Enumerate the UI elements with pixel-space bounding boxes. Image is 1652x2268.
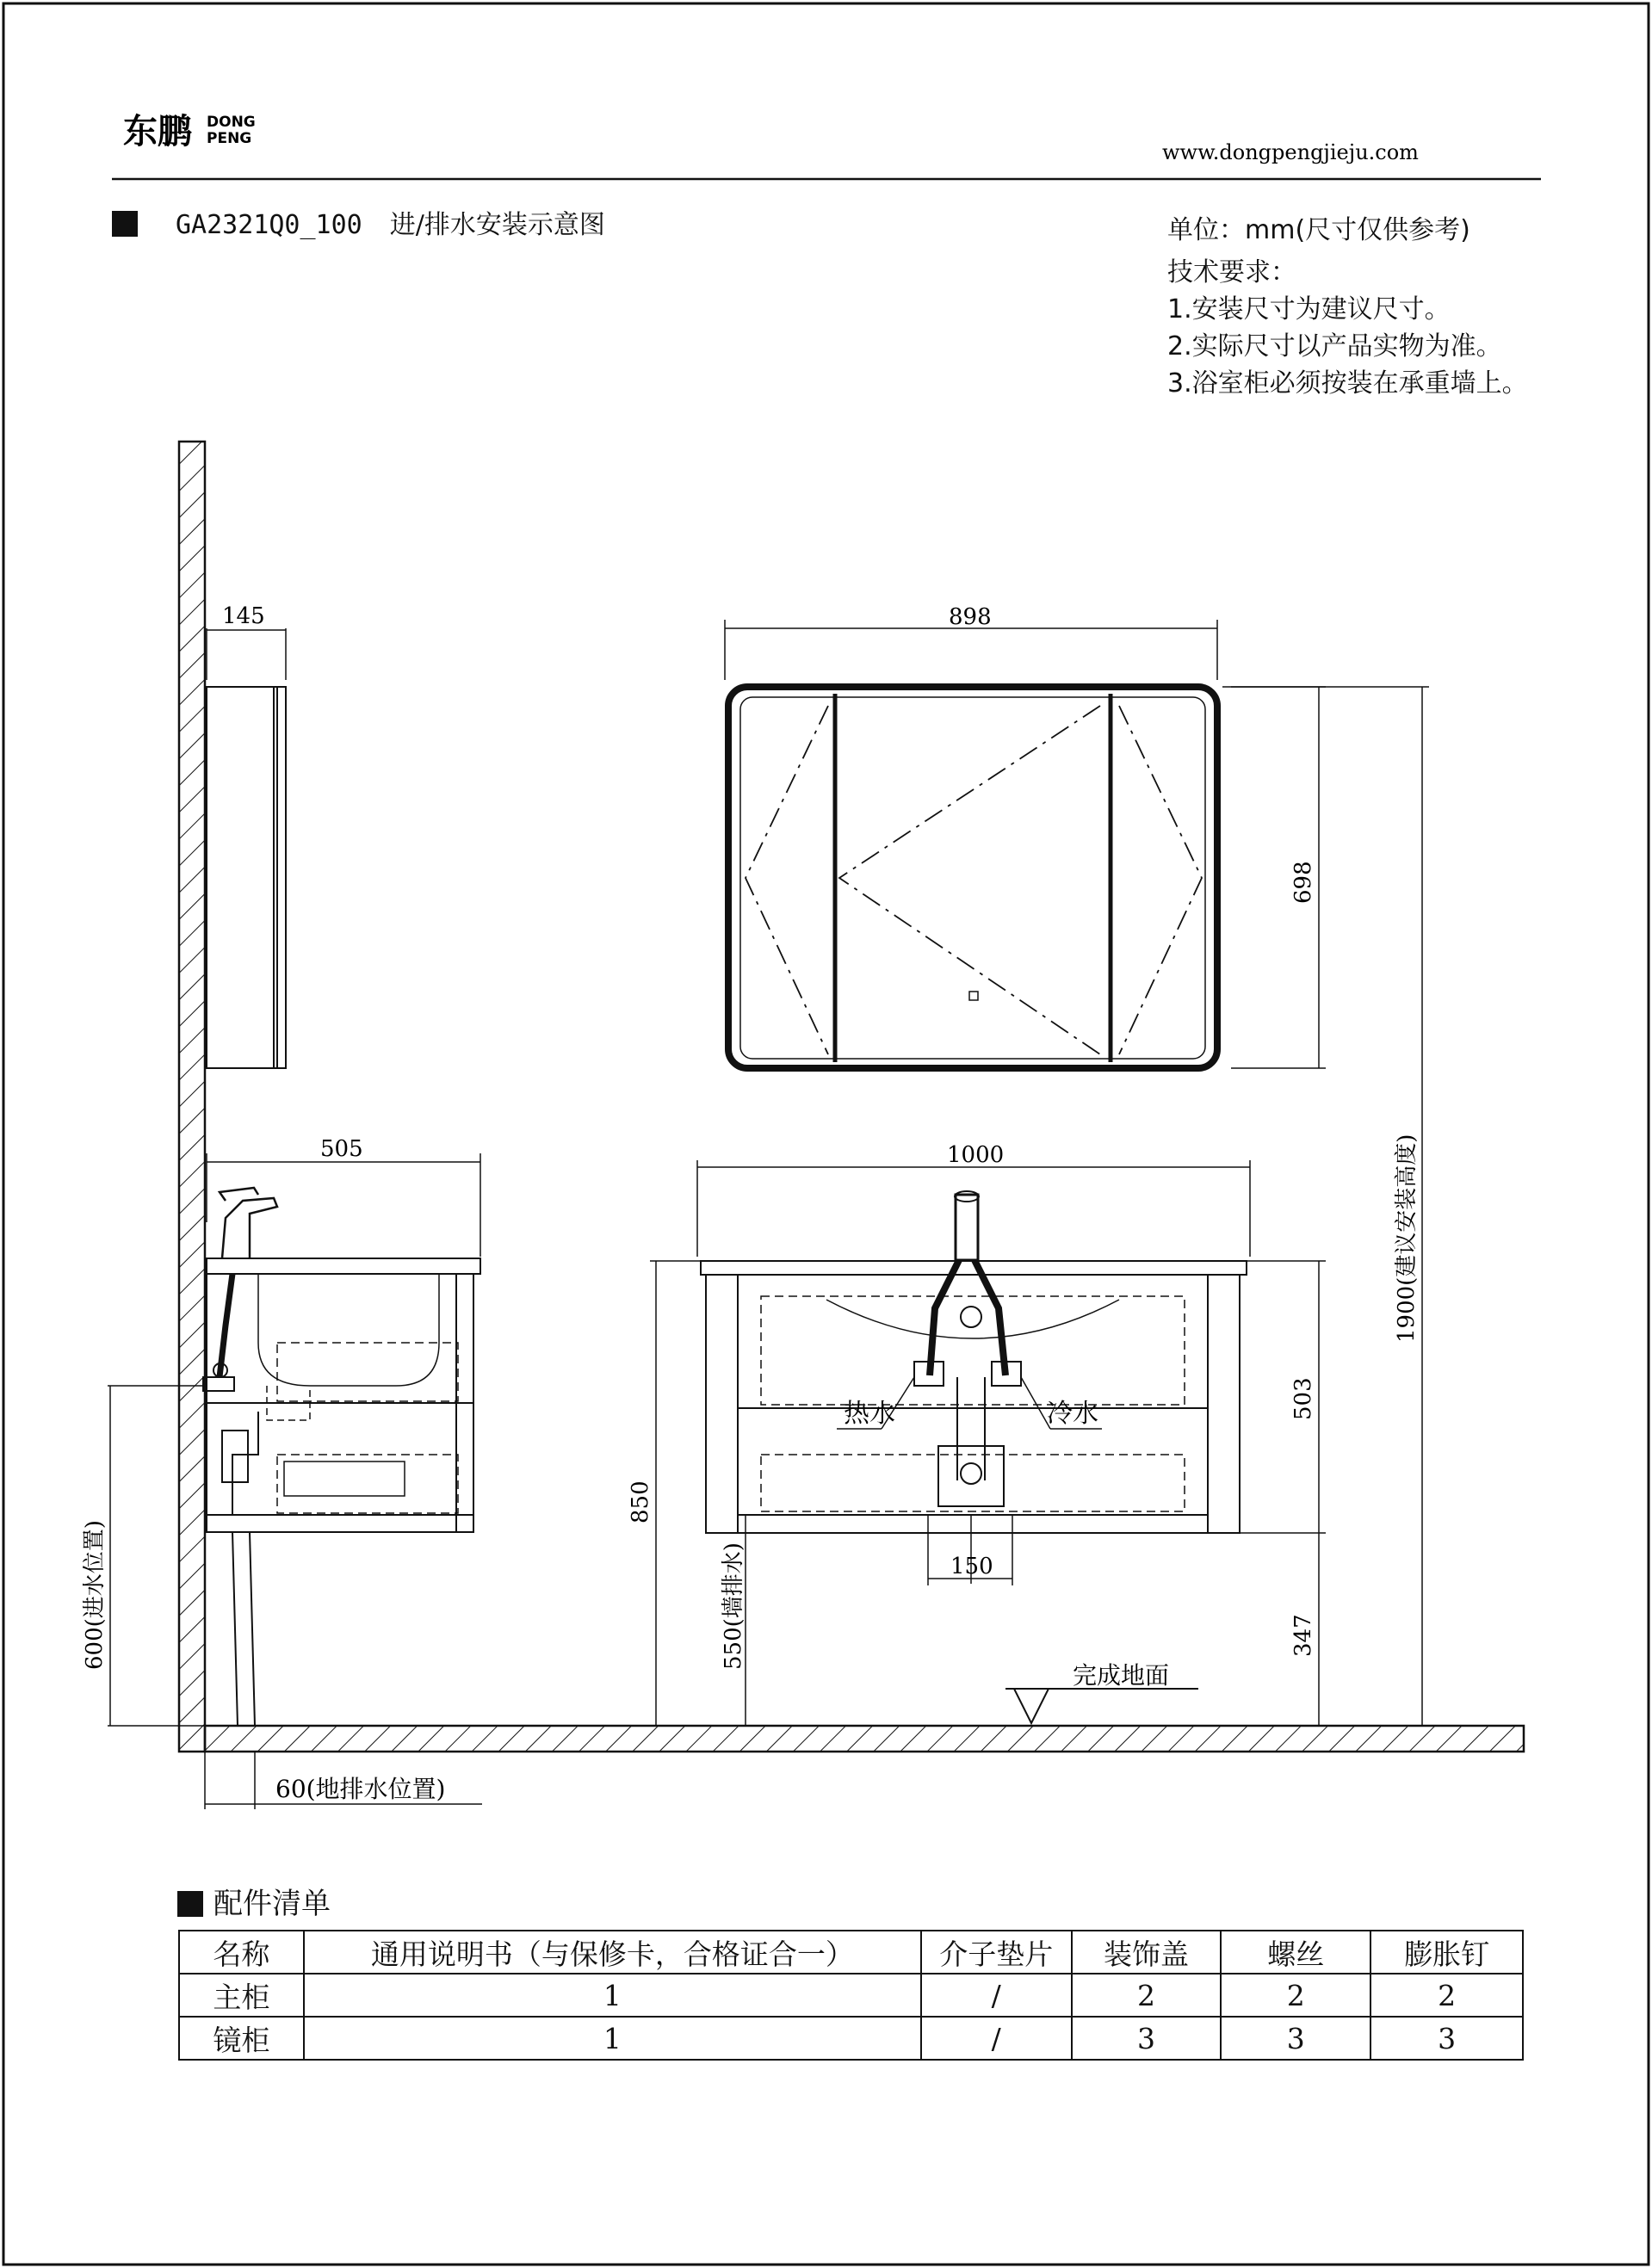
dim-install-height: 1900(建议安装高度) — [1394, 1134, 1420, 1343]
dim-cabinet-height: 503 — [1290, 1377, 1316, 1420]
header-cell: 介子垫片 — [921, 1931, 1072, 1974]
label-floor-finish: 完成地面 — [1073, 1661, 1170, 1690]
header-cell: 膨胀钉 — [1370, 1931, 1523, 1974]
dim-bottom-height: 347 — [1290, 1614, 1316, 1657]
parts-table — [178, 1930, 1524, 2061]
table-cell: 3 — [1072, 2017, 1222, 2060]
parts-square-icon — [177, 1891, 203, 1917]
title-square-icon — [112, 211, 138, 237]
dim-mirror-width: 898 — [949, 604, 992, 630]
table-header-row — [179, 1931, 1523, 1974]
dim-mirror-depth: 145 — [222, 603, 265, 629]
website: www.dongpengjieju.com — [1162, 140, 1419, 164]
header-cell: 名称 — [179, 1931, 304, 1974]
table-cell: 2 — [1370, 1974, 1523, 2017]
table-cell: 3 — [1221, 2017, 1370, 2060]
header-cell: 通用说明书（与保修卡，合格证合一） — [304, 1931, 921, 1974]
mirror-side-view — [207, 628, 286, 1068]
parts-list-title: 配件清单 — [177, 1880, 331, 1922]
header-cell: 装饰盖 — [1072, 1931, 1222, 1974]
svg-text:东鹏: 东鹏 — [123, 112, 192, 151]
table-cell: 镜柜 — [179, 2017, 304, 2060]
dim-mirror-height: 698 — [1290, 861, 1316, 904]
notes-heading: 技术要求： — [1167, 257, 1296, 287]
vanity-side-view — [203, 1153, 480, 1726]
wall — [179, 442, 205, 1752]
label-hot-water: 热水 — [844, 1399, 895, 1429]
drawing-title — [112, 203, 605, 241]
dim-floor-drain: 60(地排水位置) — [275, 1775, 446, 1803]
dongpeng-logo — [123, 112, 256, 151]
model-number: GA2321Q0_100 — [176, 210, 362, 240]
note-item: 1.安装尺寸为建议尺寸。 — [1167, 294, 1451, 324]
table-cell: 2 — [1221, 1974, 1370, 2017]
table-row — [179, 1974, 1523, 2017]
table-cell: 3 — [1370, 2017, 1523, 2060]
floor — [205, 1726, 1524, 1752]
table-row — [179, 2017, 1523, 2060]
table-cell: 1 — [304, 2017, 921, 2060]
note-item: 3.浴室柜必须按装在承重墙上。 — [1167, 368, 1528, 399]
note-item: 2.实际尺寸以产品实物为准。 — [1167, 331, 1502, 362]
dim-cabinet-width: 1000 — [947, 1142, 1005, 1168]
header-cell: 螺丝 — [1221, 1931, 1370, 1974]
table-cell: 1 — [304, 1974, 921, 2017]
label-cold-water: 冷水 — [1047, 1399, 1098, 1429]
table-cell: 主柜 — [179, 1974, 304, 2017]
drawing-name: 进/排水安装示意图 — [389, 210, 605, 240]
vanity-front-view — [697, 1160, 1250, 1585]
dim-inlet-height: 600(进水位置) — [82, 1520, 108, 1670]
dim-pipe-spacing: 150 — [950, 1554, 993, 1579]
technical-notes — [1167, 212, 1528, 402]
svg-text:PENG: PENG — [207, 130, 252, 147]
dim-wall-drain: 550(墙排水) — [721, 1542, 746, 1670]
table-cell: 2 — [1072, 1974, 1222, 2017]
dim-total-height: 850 — [628, 1480, 653, 1523]
dim-basin-depth: 505 — [320, 1136, 363, 1162]
table-cell: / — [921, 1974, 1072, 2017]
table-cell: / — [921, 2017, 1072, 2060]
floor-finish-marker — [1005, 1689, 1198, 1723]
unit-note: 单位：mm(尺寸仅供参考) — [1167, 215, 1470, 245]
svg-text:DONG: DONG — [207, 114, 256, 131]
